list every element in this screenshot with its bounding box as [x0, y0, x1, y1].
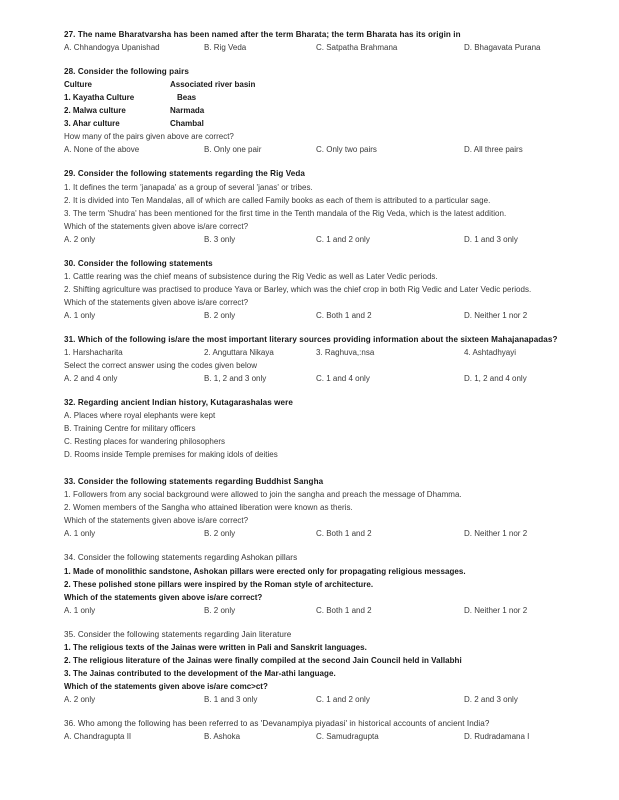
question-35 [64, 628, 564, 706]
question-31-stem: 31. Which of the following is/are the most important literary sources providing information about the sixteen Mahajanapadas? [64, 334, 558, 344]
option-d[interactable]: D. Neither 1 nor 2 [464, 605, 528, 615]
option-a[interactable]: A. 1 only [64, 605, 96, 615]
question-32 [64, 396, 564, 461]
option-b[interactable]: B. 3 only [204, 234, 236, 244]
option-d[interactable]: D. Bhagavata Purana [464, 43, 541, 53]
question-30-stem: 30. Consider the following statements [64, 258, 213, 268]
question-28 [64, 65, 564, 156]
option-a[interactable]: A. 2 only [64, 234, 96, 244]
option-c[interactable]: C. Samudragupta [316, 732, 379, 742]
option-d[interactable]: D. All three pairs [464, 145, 523, 155]
item-2: 2. Anguttara Nikaya [204, 348, 274, 358]
item-1: 1. Harshacharita [64, 348, 123, 358]
option-b[interactable]: B. 1 and 3 only [204, 694, 258, 704]
option-c[interactable]: C. Both 1 and 2 [316, 605, 372, 615]
header-river-basin: Associated river basin [170, 80, 256, 90]
item-4: 4. Ashtadhyayi [464, 348, 517, 358]
question-33-options [64, 527, 564, 540]
option-a[interactable]: A. None of the above [64, 145, 140, 155]
pair-basin: Beas [177, 93, 197, 103]
question-29-options [64, 233, 564, 246]
spacer [64, 156, 564, 167]
question-33-stem: 33. Consider the following statements regarding Buddhist Sangha [64, 477, 324, 487]
pair-basin: Chambal [170, 119, 204, 129]
option-d[interactable]: D. 1 and 3 only [464, 234, 518, 244]
option-d[interactable]: D. Rudradamana I [464, 732, 530, 742]
statement-1: 1. It defines the term 'janapada' as a group of several 'janas' or tribes. [64, 182, 313, 192]
option-b[interactable]: B. 2 only [204, 605, 236, 615]
option-d[interactable]: D. 1, 2 and 4 only [464, 374, 527, 384]
option-c[interactable]: C. Both 1 and 2 [316, 310, 372, 320]
item-3: 3. Raghuva,:nsa [316, 348, 375, 358]
statement-2: 2. It is divided into Ten Mandalas, all of which are called Family books as each of them is attributed to a particular sage. [64, 195, 491, 205]
question-34-stem: 34. Consider the following statements regarding Ashokan pillars [64, 553, 298, 563]
option-c[interactable]: C. 1 and 2 only [316, 694, 370, 704]
question-29-ask: Which of the statements given above is/are correct? [64, 221, 249, 231]
statement-1: 1. Followers from any social background were allowed to join the sangha and preach the message of Dhamma. [64, 490, 462, 500]
option-c[interactable]: C. Satpatha Brahmana [316, 43, 398, 53]
statement-2: 2. The religious literature of the Jainas were finally compiled at the second Jain Council held in Vallabhi [64, 655, 462, 665]
option-b[interactable]: B. Training Centre for military officers [64, 424, 196, 434]
statement-2: 2. Shifting agriculture was practised to produce Yava or Barley, which was the chief crop in both Rig Vedic and Later Vedic periods. [64, 284, 532, 294]
question-list [64, 28, 564, 743]
option-d[interactable]: D. 2 and 3 only [464, 694, 518, 704]
statement-1: 1. Cattle rearing was the chief means of subsistence during the Rig Vedic as well as Later Vedic periods. [64, 271, 438, 281]
option-b[interactable]: B. 2 only [204, 310, 236, 320]
header-culture: Culture [64, 80, 92, 90]
statement-3: 3. The Jainas contributed to the development of the Mar-athi language. [64, 668, 336, 678]
question-30-ask: Which of the statements given above is/are correct? [64, 297, 249, 307]
question-27 [64, 28, 564, 54]
option-a[interactable]: A. 1 only [64, 529, 96, 539]
question-27-options [64, 41, 564, 54]
question-36 [64, 717, 564, 743]
question-34 [64, 551, 564, 616]
option-b[interactable]: B. Rig Veda [204, 43, 247, 53]
option-c[interactable]: C. 1 and 4 only [316, 374, 370, 384]
question-33-ask: Which of the statements given above is/are correct? [64, 516, 249, 526]
spacer [64, 54, 564, 65]
question-31 [64, 333, 564, 385]
spacer [64, 246, 564, 257]
statement-1: 1. The religious texts of the Jainas were written in Pali and Sanskrit languages. [64, 642, 367, 652]
spacer [64, 461, 564, 475]
option-a[interactable]: A. 2 and 4 only [64, 374, 118, 384]
option-c[interactable]: C. Both 1 and 2 [316, 529, 372, 539]
option-a[interactable]: A. 1 only [64, 310, 96, 320]
option-b[interactable]: B. Ashoka [204, 732, 241, 742]
option-c[interactable]: C. 1 and 2 only [316, 234, 370, 244]
question-35-options [64, 693, 564, 706]
option-c[interactable]: C. Resting places for wandering philosophers [64, 437, 225, 447]
question-29-stem: 29. Consider the following statements regarding the Rig Veda [64, 169, 305, 179]
option-a[interactable]: A. Chandragupta II [64, 732, 132, 742]
spacer [64, 540, 564, 551]
question-28-options [64, 143, 564, 156]
question-30-options [64, 309, 564, 322]
pair-culture: 3. Ahar culture [64, 119, 120, 129]
spacer [64, 617, 564, 628]
question-36-stem: 36. Who among the following has been referred to as 'Devanampiya piyadasi' in historical accounts of ancient India? [64, 718, 490, 728]
spacer [64, 385, 564, 396]
pair-culture: 1. Kayatha Culture [64, 93, 135, 103]
option-c[interactable]: C. Only two pairs [316, 145, 377, 155]
spacer [64, 706, 564, 717]
question-31-items [64, 346, 564, 359]
option-d[interactable]: D. Neither 1 nor 2 [464, 310, 528, 320]
question-35-ask: Which of the statements given above is/are comc>ct? [64, 681, 268, 691]
option-a[interactable]: A. Places where royal elephants were kept [64, 411, 216, 421]
statement-2: 2. Women members of the Sangha who attained liberation were known as theris. [64, 503, 353, 513]
question-31-options [64, 372, 564, 385]
option-b[interactable]: B. Only one pair [204, 145, 262, 155]
question-29 [64, 167, 564, 245]
question-32-stem: 32. Regarding ancient Indian history, Kutagarashalas were [64, 398, 293, 408]
option-d[interactable]: D. Neither 1 nor 2 [464, 529, 528, 539]
question-35-stem: 35. Consider the following statements regarding Jain literature [64, 629, 292, 639]
question-36-options [64, 730, 564, 743]
option-b[interactable]: B. 1, 2 and 3 only [204, 374, 267, 384]
option-a[interactable]: A. 2 only [64, 694, 96, 704]
pair-row [64, 104, 564, 117]
statement-1: 1. Made of monolithic sandstone, Ashokan pillars were erected only for propagating religious messages. [64, 566, 466, 576]
question-30 [64, 257, 564, 322]
statement-3: 3. The term 'Shudra' has been mentioned for the first time in the Tenth mandala of the Rig Veda, which is the latest addition. [64, 208, 507, 218]
question-28-ask: How many of the pairs given above are correct? [64, 132, 234, 142]
pair-basin: Narmada [170, 106, 205, 116]
option-d[interactable]: D. Rooms inside Temple premises for making idols of deities [64, 450, 278, 460]
statement-2: 2. These polished stone pillars were inspired by the Roman style of architecture. [64, 579, 374, 589]
question-34-options [64, 604, 564, 617]
option-a[interactable]: A. Chhandogya Upanishad [64, 43, 160, 53]
pair-row [64, 117, 564, 130]
question-31-ask: Select the correct answer using the codes given below [64, 361, 257, 371]
question-33 [64, 475, 564, 540]
option-b[interactable]: B. 2 only [204, 529, 236, 539]
pair-culture: 2. Malwa culture [64, 106, 126, 116]
pairs-table-header [64, 78, 564, 91]
question-27-stem: 27. The name Bharatvarsha has been named after the term Bharata; the term Bharata has its origin in [64, 30, 461, 39]
spacer [64, 322, 564, 333]
question-34-ask: Which of the statements given above is/are correct? [64, 592, 263, 602]
question-28-stem: 28. Consider the following pairs [64, 67, 189, 77]
pair-row [64, 91, 564, 104]
